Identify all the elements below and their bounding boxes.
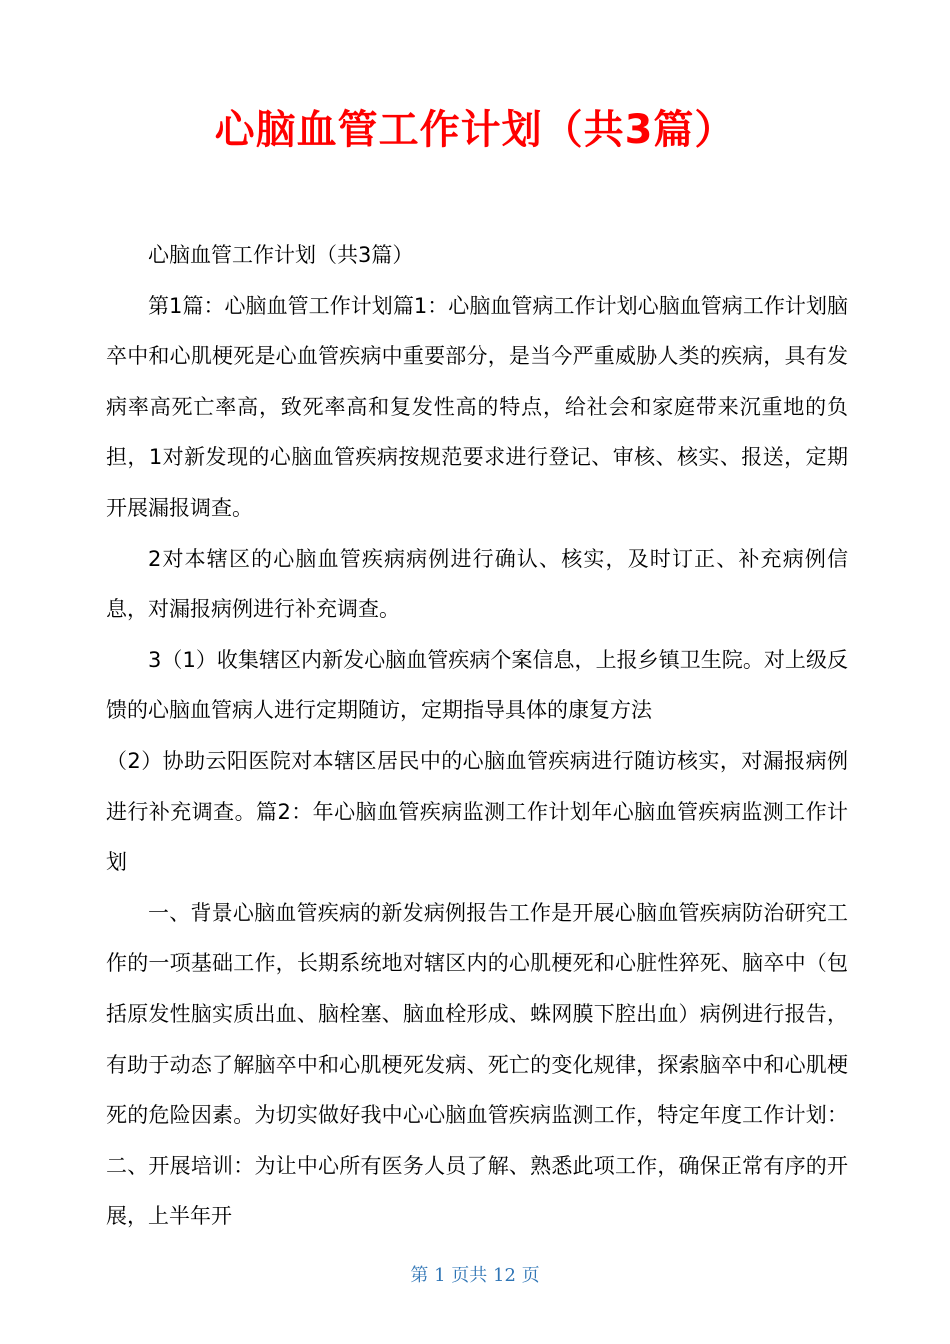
paragraph-subtitle: 心脑血管工作计划（共3篇） — [148, 243, 414, 267]
paragraph-5: 一、背景心脑血管疾病的新发病例报告工作是开展心脑血管疾病防治研究工作的一项基础工作，长期系统地对辖区内的心肌梗死和心脏性猝死、脑卒中（包括原发性脑实质出血、脑栓塞、脑血栓形成、蛛网膜下腔出血）病例进行报告，有助于动态了解脑卒中和心肌梗死发病、死亡的变化规律，探索脑卒中和心肌梗死的危险因素。为切实做好我中心心脑血管疾病监测工作，特定年度工作计划：二、开展培训：为让中心所有医务人员了解、熟悉此项工作，确保正常有序的开展，上半年开 — [106, 900, 848, 1229]
paragraph-3: 3（1）收集辖区内新发心脑血管疾病个案信息，上报乡镇卫生院。对上级反馈的心脑血管病人进行定期随访，定期指导具体的康复方法 — [106, 647, 848, 723]
document-title: 心脑血管工作计划（共3篇） — [214, 107, 736, 153]
paragraph-2: 2对本辖区的心脑血管疾病病例进行确认、核实，及时订正、补充病例信息，对漏报病例进行补充调查。 — [106, 546, 848, 622]
paragraph-4: （2）协助云阳医院对本辖区居民中的心脑血管疾病进行随访核实，对漏报病例进行补充调查。篇2：年心脑血管疾病监测工作计划年心脑血管疾病监测工作计划 — [106, 748, 848, 875]
paragraph-1: 第1篇：心脑血管工作计划篇1：心脑血管病工作计划心脑血管病工作计划脑卒中和心肌梗死是心血管疾病中重要部分，是当今严重威胁人类的疾病，具有发病率高死亡率高，致死率高和复发性高的特点，给社会和家庭带来沉重地的负担，1对新发现的心脑血管疾病按规范要求进行登记、审核、核实、报送，定期开展漏报调查。 — [106, 293, 848, 520]
document-body — [106, 230, 848, 1242]
page-number-footer: 第 1 页共 12 页 — [410, 1265, 540, 1286]
